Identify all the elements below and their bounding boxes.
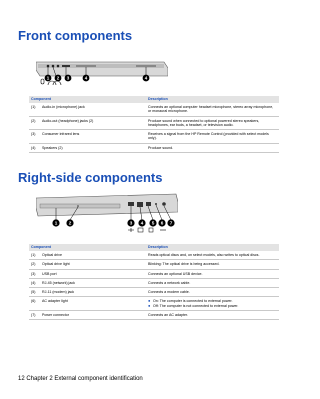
callout-5 (149, 219, 156, 226)
row-number: (6) (29, 297, 40, 311)
table-row (29, 311, 279, 320)
svg-text:2: 2 (68, 220, 72, 226)
row-component: Consumer infrared lens (40, 130, 146, 144)
page-footer: 12 Chapter 2 External component identification (18, 376, 143, 382)
microphone-icon (41, 79, 44, 84)
svg-text:4: 4 (84, 75, 88, 81)
row-number: (2) (29, 260, 40, 269)
row-description: Produce sound. (146, 143, 279, 152)
callout-1 (52, 219, 59, 226)
table-row (29, 260, 279, 269)
bullet-item: ● Off: The computer is not connected to external power. (148, 302, 239, 308)
table-row (29, 103, 279, 116)
front-components-table (29, 96, 279, 153)
row-number: (4) (29, 278, 40, 287)
table-row (29, 288, 279, 297)
svg-text:3: 3 (129, 220, 133, 226)
row-description: Blinking: The optical drive is being accessed. (146, 260, 279, 269)
svg-text:1: 1 (46, 75, 50, 81)
table-row (29, 278, 279, 287)
front-components-illustration (36, 52, 168, 88)
table-row (29, 143, 279, 152)
table-header-row (29, 96, 279, 103)
bullet-icon: ● (148, 298, 151, 304)
bullet-item: ● On: The computer is connected to external power. (148, 298, 233, 304)
svg-text:4: 4 (140, 220, 144, 226)
row-description: Connects an AC adapter. (146, 311, 279, 320)
callout-3 (65, 75, 72, 82)
table-row (29, 269, 279, 278)
modem-icon (149, 228, 153, 232)
row-description: Connects an optional computer headset microphone, stereo array microphone, or monaural microphone. (146, 103, 279, 116)
row-number: (3) (29, 269, 40, 278)
header-component: Component (29, 96, 146, 103)
row-component: AC adapter light (40, 297, 146, 311)
svg-text:2: 2 (56, 75, 60, 81)
callout-3 (127, 219, 134, 226)
row-description: Connects a network cable. (146, 278, 279, 287)
svg-text:4: 4 (144, 75, 148, 81)
row-number: (4) (29, 143, 40, 152)
table-row (29, 116, 279, 130)
callout-4 (138, 219, 145, 226)
right-side-components-illustration (36, 192, 178, 234)
front-components-heading: Front components (18, 28, 133, 43)
header-component: Component (29, 244, 146, 251)
svg-text:6: 6 (160, 220, 164, 226)
row-component: Audio-out (headphone) jacks (2) (40, 116, 146, 130)
header-description: Description (146, 244, 279, 251)
callout-6 (158, 219, 165, 226)
row-description: Produce sound when connected to optional powered stereo speakers, headphones, ear buds, a headset, or television audio. (146, 116, 279, 130)
table-header-row (29, 244, 279, 251)
svg-text:3: 3 (66, 75, 70, 81)
row-number: (7) (29, 311, 40, 320)
row-component: Optical drive light (40, 260, 146, 269)
row-number: (2) (29, 116, 40, 130)
row-description: Reads optical discs and, on select models, also writes to optical discs. (146, 251, 279, 260)
headphone-icon (48, 81, 61, 85)
row-number: (1) (29, 103, 40, 116)
row-component: Audio-in (microphone) jack (40, 103, 146, 116)
table-row (29, 251, 279, 260)
svg-text:5: 5 (151, 220, 155, 226)
right-side-components-table (29, 244, 279, 320)
row-component: RJ-11 (modem) jack (40, 288, 146, 297)
row-description: Receives a signal from the HP Remote Control (provided with select models only). (146, 130, 279, 144)
table-row (29, 297, 279, 311)
callout-2 (66, 219, 73, 226)
usb-icon (128, 228, 134, 232)
row-number: (3) (29, 130, 40, 144)
bullet-icon: ● (148, 302, 151, 308)
row-number: (1) (29, 251, 40, 260)
callout-4b (143, 75, 150, 82)
table-row (29, 130, 279, 144)
header-description: Description (146, 96, 279, 103)
callout-7 (167, 219, 174, 226)
row-description: Connects an optional USB device. (146, 269, 279, 278)
svg-text:7: 7 (169, 220, 173, 226)
row-description (146, 297, 279, 311)
callout-2 (55, 75, 62, 82)
row-component: USB port (40, 269, 146, 278)
svg-text:1: 1 (54, 220, 58, 226)
row-component: RJ-45 (network) jack (40, 278, 146, 287)
right-side-components-heading: Right-side components (18, 170, 163, 185)
row-component: Speakers (2) (40, 143, 146, 152)
callout-1 (45, 75, 52, 82)
callout-4a (83, 75, 90, 82)
row-component: Optical drive (40, 251, 146, 260)
row-description: Connects a modem cable. (146, 288, 279, 297)
row-component: Power connector (40, 311, 146, 320)
row-number: (5) (29, 288, 40, 297)
network-icon (138, 228, 143, 232)
